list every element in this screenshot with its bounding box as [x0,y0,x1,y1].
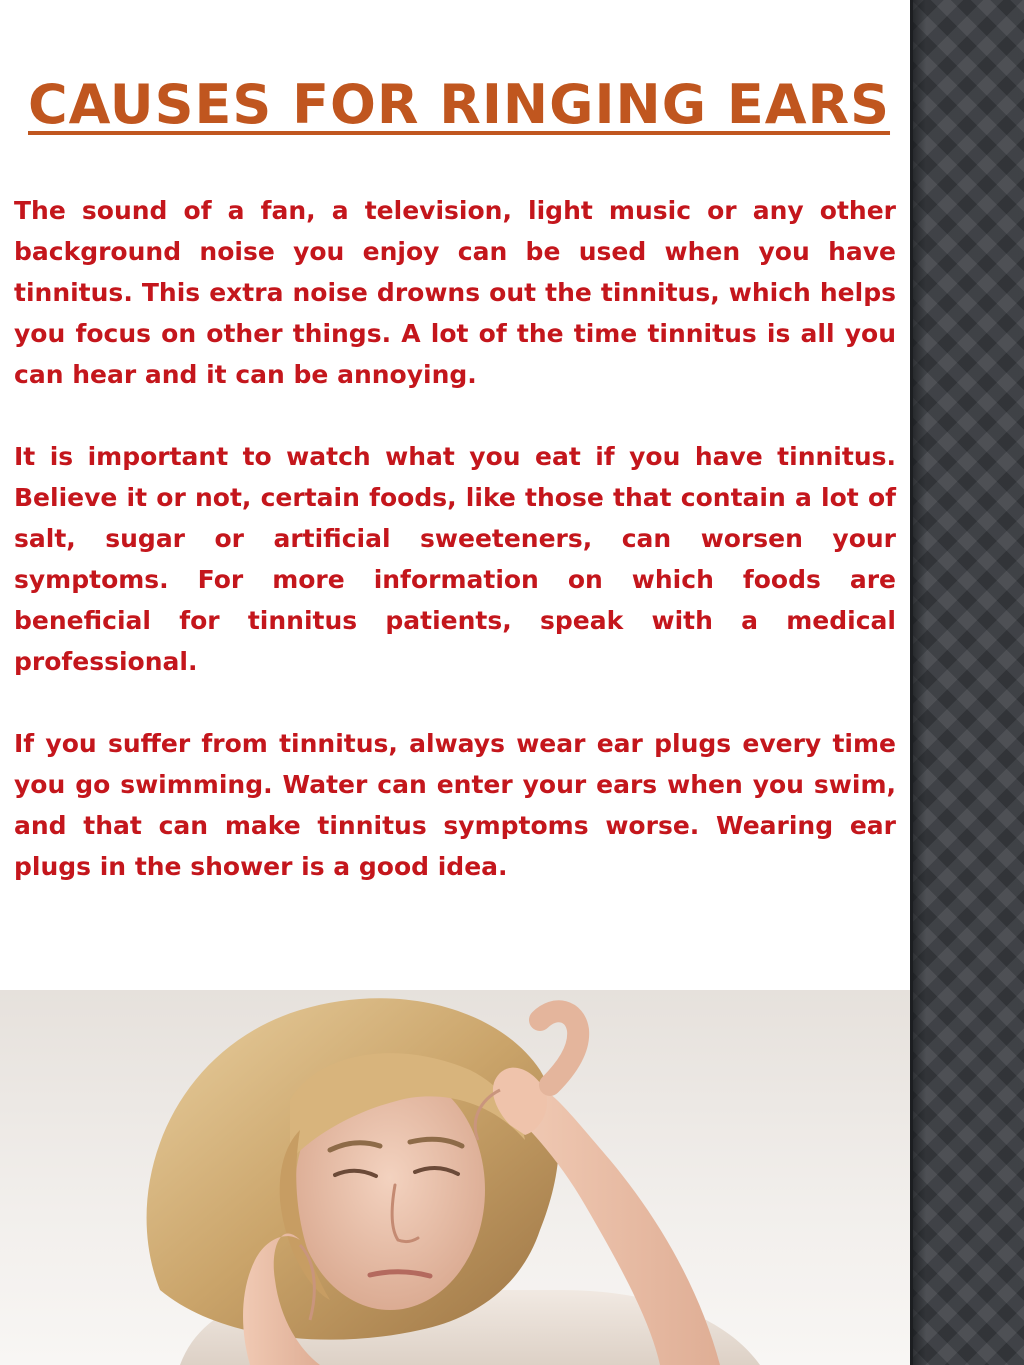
sidebar-edge [910,0,913,1365]
paragraph-background-noise: The sound of a fan, a television, light music or any other background noise you enjoy can be used when you have tinnitus. This extra noise drowns out the tinnitus, which helps you focus on other things. A lot of the time tinnitus is all you can hear and it can be annoying. [14,196,896,389]
woman-covering-ears-photo [0,990,910,1365]
paragraph-diet: It is important to watch what you eat if you have tinnitus. Believe it or not, certain foods, like those that contain a lot of salt, sugar or artificial sweeteners, can worsen your symptoms. For more information on which foods are beneficial for tinnitus patients, speak with a medical professional. [14,442,896,676]
slide-title: CAUSES FOR RINGING EARS [28,73,891,136]
paragraph-ear-plugs: If you suffer from tinnitus, always wear ear plugs every time you go swimming. Water can enter your ears when you swim, and that can make tinnitus symptoms worse. Wearing ear plugs in the shower is a good idea. [14,729,896,881]
decorative-sidebar [910,0,1024,1365]
slide-body [14,190,896,928]
